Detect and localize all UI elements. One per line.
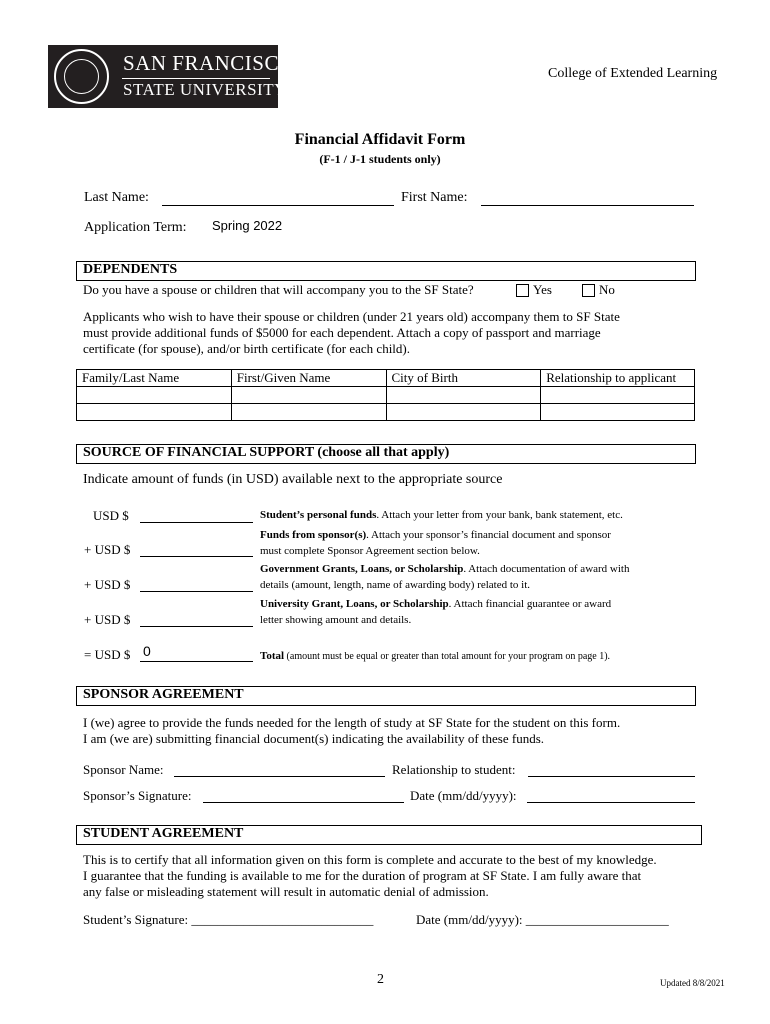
sponsor-funds-amount-field[interactable] bbox=[140, 556, 253, 557]
student-text-line2: I guarantee that the funding is available to me for the duration of program at SF State. I am fully aware that bbox=[83, 868, 642, 883]
dependents-title: DEPENDENTS bbox=[83, 262, 178, 277]
table-cell[interactable] bbox=[386, 387, 541, 404]
dependents-instructions-line2: must provide additional funds of $5000 for each dependent. Attach a copy of passport and marriage bbox=[83, 325, 601, 340]
table-cell[interactable] bbox=[77, 387, 232, 404]
table-header-cell: Family/Last Name bbox=[77, 370, 232, 387]
usd-prefix: + USD $ bbox=[84, 612, 131, 627]
last-name-label: Last Name: bbox=[84, 190, 149, 205]
application-term-field[interactable]: Spring 2022 bbox=[212, 218, 283, 233]
form-title: Financial Affidavit Form bbox=[294, 131, 466, 148]
relationship-label: Relationship to student: bbox=[392, 762, 516, 777]
table-header-cell: City of Birth bbox=[386, 370, 541, 387]
department-name: College of Extended Learning bbox=[548, 66, 718, 81]
table-cell[interactable] bbox=[77, 404, 232, 421]
sponsor-signature-field[interactable] bbox=[203, 802, 404, 803]
student-text-line3: any false or misleading statement will result in automatic denial of admission. bbox=[83, 884, 489, 899]
government-funds-amount-field[interactable] bbox=[140, 591, 253, 592]
personal-funds-description: Student’s personal funds. Attach your letter from your bank, bank statement, etc. bbox=[260, 509, 623, 521]
sponsor-date-field[interactable] bbox=[527, 802, 695, 803]
student-date-label[interactable]: Date (mm/dd/yyyy): ______________________ bbox=[416, 912, 669, 927]
logo-text-line2: STATE UNIVERSITY bbox=[123, 80, 287, 99]
table-row bbox=[77, 404, 695, 421]
sponsor-text-line1: I (we) agree to provide the funds needed for the length of study at SF State for the student on this form. bbox=[83, 715, 621, 730]
student-signature-label[interactable]: Student’s Signature: ____________________________ bbox=[83, 912, 374, 927]
relationship-field[interactable] bbox=[528, 776, 695, 777]
yes-checkbox[interactable] bbox=[516, 284, 529, 297]
form-subtitle: (F-1 / J-1 students only) bbox=[319, 152, 441, 166]
no-label: No bbox=[599, 282, 615, 297]
table-row bbox=[77, 387, 695, 404]
sponsor-name-field[interactable] bbox=[174, 776, 385, 777]
total-amount-value[interactable]: 0 bbox=[143, 643, 151, 659]
usd-prefix: USD $ bbox=[93, 508, 129, 523]
first-name-label: First Name: bbox=[401, 190, 468, 205]
university-logo bbox=[48, 45, 295, 108]
dependents-question: Do you have a spouse or children that will accompany you to the SF State? bbox=[83, 282, 474, 297]
logo-text-line1: SAN FRANCISCO bbox=[123, 51, 295, 75]
usd-prefix: + USD $ bbox=[84, 577, 131, 592]
table-cell[interactable] bbox=[386, 404, 541, 421]
table-header-cell: First/Given Name bbox=[231, 370, 386, 387]
support-instruction: Indicate amount of funds (in USD) available next to the appropriate source bbox=[83, 472, 503, 487]
government-funds-description-line2: details (amount, length, name of awarding body) related to it. bbox=[260, 579, 531, 591]
sponsor-date-label: Date (mm/dd/yyyy): bbox=[410, 788, 517, 803]
no-checkbox[interactable] bbox=[582, 284, 595, 297]
last-name-field[interactable] bbox=[162, 205, 394, 206]
sponsor-signature-label: Sponsor’s Signature: bbox=[83, 788, 192, 803]
government-funds-description: Government Grants, Loans, or Scholarship. Attach documentation of award with bbox=[260, 563, 630, 575]
sponsor-funds-description-line2: must complete Sponsor Agreement section below. bbox=[260, 545, 480, 557]
university-funds-description: University Grant, Loans, or Scholarship. Attach financial guarantee or award bbox=[260, 598, 612, 610]
student-title: STUDENT AGREEMENT bbox=[83, 826, 244, 841]
table-cell[interactable] bbox=[541, 387, 695, 404]
personal-funds-amount-field[interactable] bbox=[140, 522, 253, 523]
total-prefix: = USD $ bbox=[84, 647, 131, 662]
dependents-instructions-line1: Applicants who wish to have their spouse or children (under 21 years old) accompany them to SF State bbox=[83, 309, 620, 324]
yes-label: Yes bbox=[533, 282, 552, 297]
logo-divider bbox=[122, 78, 270, 79]
sponsor-text-line2: I am (we are) submitting financial document(s) indicating the availability of these funds. bbox=[83, 731, 544, 746]
university-funds-amount-field[interactable] bbox=[140, 626, 253, 627]
sponsor-name-label: Sponsor Name: bbox=[83, 762, 164, 777]
usd-prefix: + USD $ bbox=[84, 542, 131, 557]
sponsor-title: SPONSOR AGREEMENT bbox=[83, 687, 244, 702]
table-header-row bbox=[77, 370, 695, 387]
table-header-cell: Relationship to applicant bbox=[541, 370, 695, 387]
total-amount-field[interactable] bbox=[140, 661, 253, 662]
table-cell[interactable] bbox=[231, 387, 386, 404]
dependents-table bbox=[76, 369, 695, 421]
table-cell[interactable] bbox=[231, 404, 386, 421]
page-number: 2 bbox=[377, 972, 384, 987]
sponsor-funds-description: Funds from sponsor(s). Attach your sponsor’s financial document and sponsor bbox=[260, 529, 611, 541]
updated-date: Updated 8/8/2021 bbox=[660, 978, 725, 988]
first-name-field[interactable] bbox=[481, 205, 694, 206]
application-term-label: Application Term: bbox=[84, 220, 187, 235]
university-funds-description-line2: letter showing amount and details. bbox=[260, 614, 412, 626]
dependents-instructions-line3: certificate (for spouse), and/or birth certificate (for each child). bbox=[83, 341, 410, 356]
university-seal-icon bbox=[54, 49, 109, 104]
table-cell[interactable] bbox=[541, 404, 695, 421]
support-title: SOURCE OF FINANCIAL SUPPORT (choose all that apply) bbox=[83, 445, 450, 460]
total-description: Total (amount must be equal or greater than total amount for your program on page 1). bbox=[260, 650, 611, 662]
student-text-line1: This is to certify that all information given on this form is complete and accurate to the best of my knowledge. bbox=[83, 852, 657, 867]
